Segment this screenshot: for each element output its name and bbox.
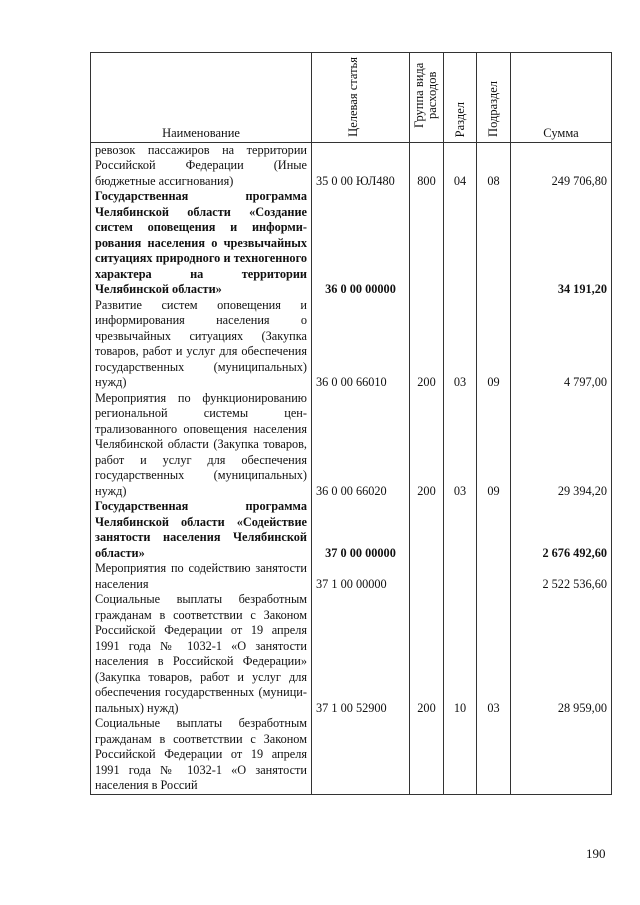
- row-sum: 249 706,80: [511, 142, 612, 189]
- row-subsection: 09: [477, 298, 511, 391]
- table-row: [91, 499, 612, 561]
- table-row: [91, 391, 612, 500]
- row-name: Государственная программа Челябинской области «Создание систем оповещения и информирования населения о чрезвычайных ситуациях природного и техногенного характера на территории Челябинской области»: [91, 189, 312, 298]
- header-subsection: Подраздел: [477, 53, 511, 143]
- row-section: [444, 561, 477, 592]
- row-group: [410, 499, 444, 561]
- row-group: 200: [410, 592, 444, 716]
- header-name: Наименование: [91, 53, 312, 143]
- row-group: 800: [410, 142, 444, 189]
- header-section: Раздел: [444, 53, 477, 143]
- row-target-code: 36 0 00 66010: [312, 298, 410, 391]
- page-number: 190: [586, 846, 606, 861]
- row-sum: 2 522 536,60: [511, 561, 612, 592]
- row-name: Мероприятия по содействию занятости населения: [91, 561, 312, 592]
- row-sum: [511, 716, 612, 794]
- table-row: [91, 716, 612, 794]
- row-name: ревозок пассажиров на территории Российской Федерации (Иные бюджетные ассигнования): [91, 142, 312, 189]
- row-section: [444, 189, 477, 298]
- row-target-code: 37 1 00 52900: [312, 592, 410, 716]
- row-section: 03: [444, 391, 477, 500]
- row-name: Социальные выплаты безработным гражданам в соответствии с Законом Российской Федерации от 19 апреля 1991 года № 1032-1 «О занятости населения в Россий: [91, 716, 312, 794]
- row-sum: 28 959,00: [511, 592, 612, 716]
- row-sum: 34 191,20: [511, 189, 612, 298]
- row-name: Социальные выплаты безработным гражданам в соответствии с Законом Российской Федерации от 19 апреля 1991 года № 1032-1 «О занятости населения в Российской Федерации» (Закупка товаров, работ и услуг для обеспечения государственных (муниципальных) нужд): [91, 592, 312, 716]
- row-section: 04: [444, 142, 477, 189]
- header-group: Группа вида расходов: [410, 53, 444, 143]
- row-sum: 29 394,20: [511, 391, 612, 500]
- row-subsection: 09: [477, 391, 511, 500]
- row-subsection: [477, 189, 511, 298]
- row-target-code: 37 0 00 00000: [312, 499, 410, 561]
- row-target-code: 35 0 00 ЮЛ480: [312, 142, 410, 189]
- row-section: 03: [444, 298, 477, 391]
- row-sum: 4 797,00: [511, 298, 612, 391]
- row-section: [444, 499, 477, 561]
- row-section: [444, 716, 477, 794]
- row-target-code: 36 0 00 66020: [312, 391, 410, 500]
- row-group: 200: [410, 391, 444, 500]
- table-header-row: [91, 53, 612, 143]
- row-subsection: 03: [477, 592, 511, 716]
- row-subsection: [477, 561, 511, 592]
- row-name: Развитие систем оповещения и информирования населения о чрезвычайных ситуациях (Закупка товаров, работ и услуг для обеспечения государственных (муниципальных) нужд): [91, 298, 312, 391]
- row-group: [410, 561, 444, 592]
- row-name: Государственная программа Челябинской области «Содействие занятости населения Челябинской области»: [91, 499, 312, 561]
- row-subsection: [477, 716, 511, 794]
- row-sum: 2 676 492,60: [511, 499, 612, 561]
- table-row: [91, 189, 612, 298]
- header-target: Целевая статья: [312, 53, 410, 143]
- table-row: [91, 142, 612, 189]
- row-name: Мероприятия по функционированию региональной системы централизованного оповещения населения Челябинской области (Закупка товаров, работ и услуг для обеспечения государственных (муниципальных) нужд): [91, 391, 312, 500]
- row-subsection: [477, 499, 511, 561]
- row-group: [410, 189, 444, 298]
- row-target-code: 37 1 00 00000: [312, 561, 410, 592]
- row-section: 10: [444, 592, 477, 716]
- row-target-code: [312, 716, 410, 794]
- row-target-code: 36 0 00 00000: [312, 189, 410, 298]
- row-group: [410, 716, 444, 794]
- header-sum: Сумма: [511, 53, 612, 143]
- table-row: [91, 298, 612, 391]
- row-group: 200: [410, 298, 444, 391]
- row-subsection: 08: [477, 142, 511, 189]
- table-row: [91, 561, 612, 592]
- table-row: [91, 592, 612, 716]
- budget-table: [90, 52, 612, 795]
